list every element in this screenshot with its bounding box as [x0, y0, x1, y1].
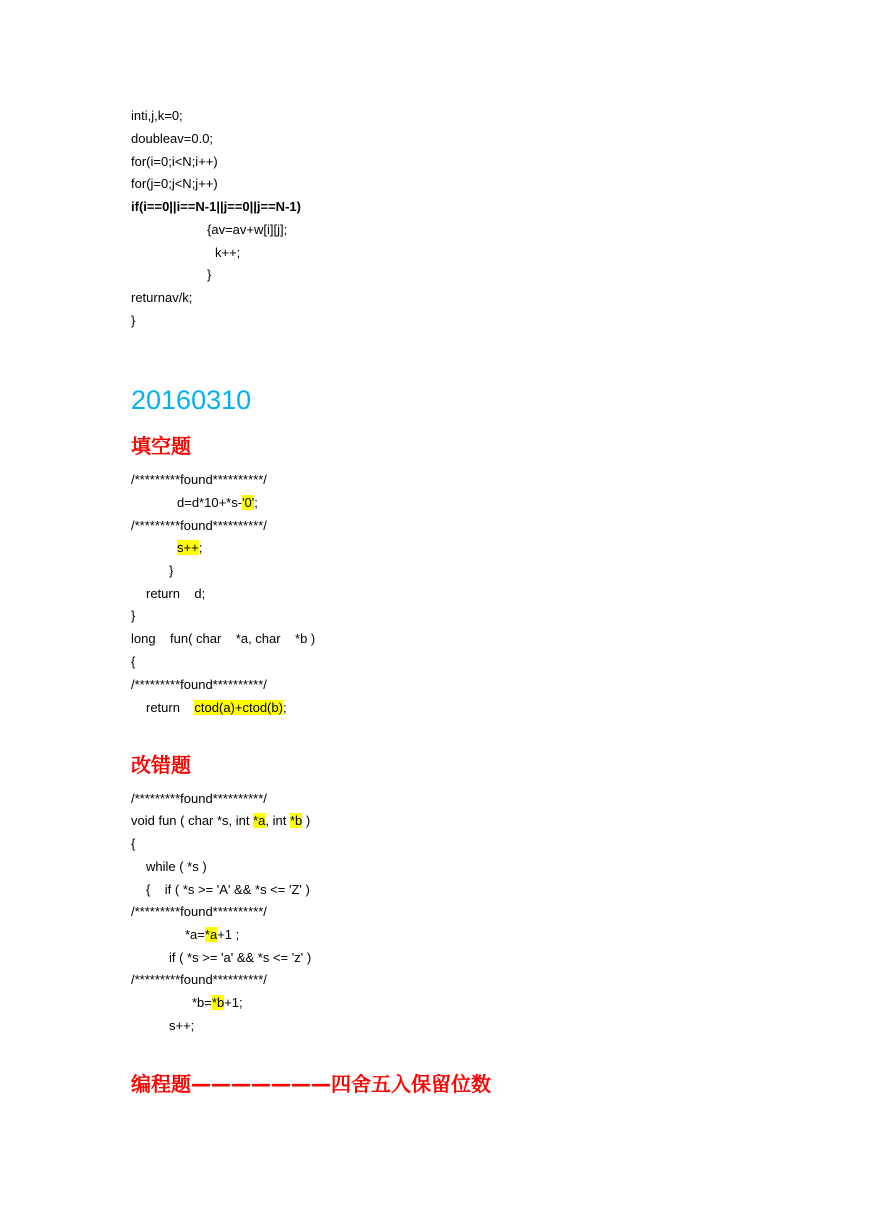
code-line: {: [131, 654, 136, 669]
highlighted-answer: ctod(a)+ctod(b): [194, 700, 283, 715]
code-text: ;: [198, 540, 203, 555]
code-text: d=d*10+*s-: [177, 495, 243, 510]
code-line: [177, 540, 202, 556]
found-marker: /*********found**********/: [131, 472, 267, 487]
code-line: inti,j,k=0;: [131, 108, 183, 123]
code-line: {av=av+w[i][j];: [207, 222, 288, 237]
found-marker: /*********found**********/: [131, 972, 267, 987]
code-line: long fun( char *a, char *b ): [131, 631, 316, 646]
code-line: }: [131, 313, 136, 328]
code-text: ): [302, 813, 311, 828]
code-line: if(i==0||i==N-1||j==0||j==N-1): [131, 199, 301, 214]
code-text: ;: [282, 700, 287, 715]
highlighted-answer: *a: [204, 927, 218, 942]
code-line: doubleav=0.0;: [131, 131, 214, 146]
programming-heading: 编程题———————四舍五入保留位数: [131, 1072, 491, 1096]
fill-blank-heading: 填空题: [131, 434, 191, 458]
code-line: if ( *s >= 'a' && *s <= 'z' ): [169, 950, 312, 965]
code-line: k++;: [215, 245, 241, 260]
highlighted-answer: s++: [177, 540, 199, 555]
code-line: for(j=0;j<N;j++): [131, 176, 218, 191]
code-line: }: [169, 563, 174, 578]
code-line: while ( *s ): [146, 859, 207, 874]
code-line: returnav/k;: [131, 290, 193, 305]
code-line: }: [131, 608, 136, 623]
highlighted-answer: *b: [290, 813, 303, 828]
code-text: +1;: [224, 995, 243, 1010]
found-marker: /*********found**********/: [131, 677, 267, 692]
code-line: {: [131, 836, 136, 851]
highlighted-answer: '0': [242, 495, 255, 510]
code-line: [131, 813, 310, 829]
code-line: return d;: [146, 586, 206, 601]
code-line: s++;: [169, 1018, 195, 1033]
code-text: *b=: [192, 995, 212, 1010]
code-line: [192, 995, 243, 1011]
highlighted-answer: *a: [253, 813, 266, 828]
code-line: [185, 927, 239, 943]
found-marker: /*********found**********/: [131, 904, 267, 919]
code-text: +1 ;: [217, 927, 240, 942]
fix-error-heading: 改错题: [131, 753, 191, 777]
code-line: [177, 495, 258, 511]
code-line: }: [207, 267, 212, 282]
date-heading: 20160310: [131, 385, 252, 415]
found-marker: /*********found**********/: [131, 791, 267, 806]
highlighted-answer: *b: [211, 995, 225, 1010]
code-text: return: [146, 700, 195, 715]
found-marker: /*********found**********/: [131, 518, 267, 533]
code-line: [146, 700, 287, 716]
code-text: , int: [265, 813, 290, 828]
code-text: ;: [254, 495, 258, 510]
code-text: *a=: [185, 927, 205, 942]
code-line: { if ( *s >= 'A' && *s <= 'Z' ): [146, 882, 310, 897]
code-line: for(i=0;i<N;i++): [131, 154, 218, 169]
code-text: void fun ( char *s, int: [131, 813, 254, 828]
